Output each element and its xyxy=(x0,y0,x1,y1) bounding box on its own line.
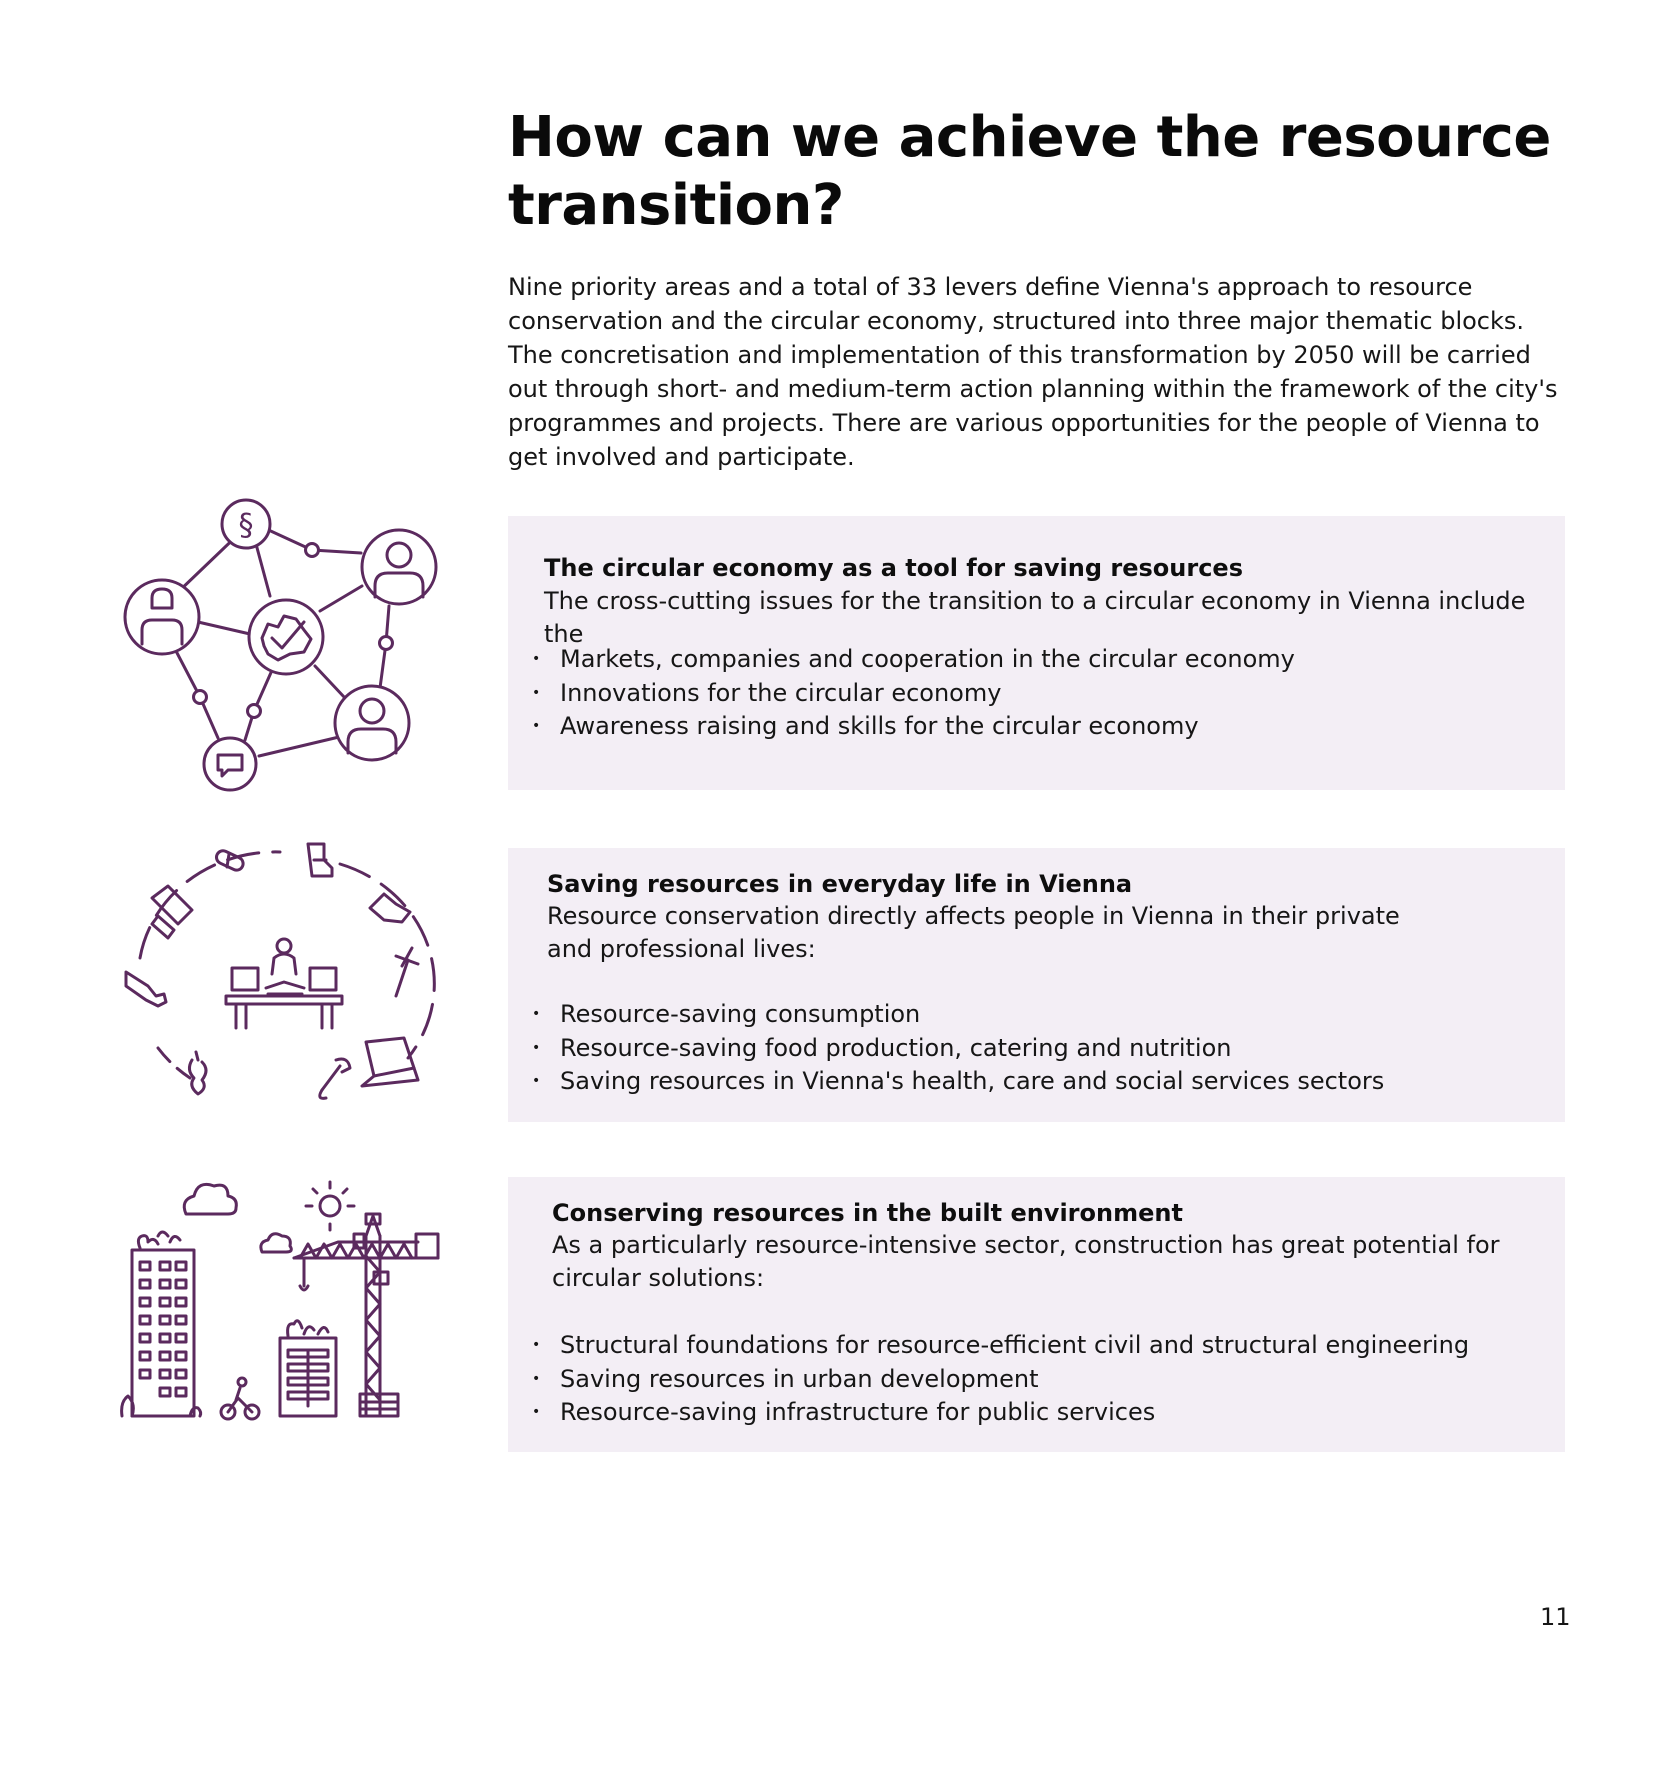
section-box-everyday-life xyxy=(508,848,1565,1122)
bullet: • xyxy=(532,1370,541,1387)
page-number: 11 xyxy=(1540,1603,1571,1631)
list-item: • Structural foundations for resource-efficient civil and structural engineering xyxy=(508,1329,1469,1363)
section-title: Conserving resources in the built environment xyxy=(552,1199,1183,1227)
bullet: • xyxy=(532,684,541,701)
page-title: How can we achieve the resource transition? xyxy=(508,105,1551,238)
section-list xyxy=(508,1329,1469,1430)
list-item: • Resource-saving food production, catering and nutrition xyxy=(508,1032,1384,1066)
list-item: • Awareness raising and skills for the circular economy xyxy=(508,710,1295,744)
list-item: • Resource-saving consumption xyxy=(508,998,1384,1032)
list-item: • Resource-saving infrastructure for public services xyxy=(508,1396,1469,1430)
intro-paragraph: Nine priority areas and a total of 33 levers define Vienna's approach to resource conservation and the circular economy, structured into three major thematic blocks. The concretisation and implementation of this transformation by 2050 will be carried out through short- and medium-term action planning within the framework of the city's programmes and projects. There are various opportunities for the people of Vienna to get involved and participate. xyxy=(508,273,1558,471)
bullet: • xyxy=(532,1006,541,1022)
bullet: • xyxy=(532,1337,541,1353)
bullet: • xyxy=(532,1039,541,1056)
bullet: • xyxy=(532,1073,541,1089)
section-text: The cross-cutting issues for the transition to a circular economy in Vienna include the xyxy=(544,587,1526,648)
section-list xyxy=(508,998,1384,1099)
bullet: • xyxy=(532,718,541,734)
building-windows xyxy=(140,1262,186,1396)
construction-icon xyxy=(118,1176,448,1426)
bullet: • xyxy=(532,651,541,667)
list-item: • Markets, companies and cooperation in the circular economy xyxy=(508,643,1295,677)
section-text: As a particularly resource-intensive sector, construction has great potential for circular solutions: xyxy=(552,1231,1500,1292)
section-box-circular-economy xyxy=(508,516,1565,790)
section-list xyxy=(508,643,1295,744)
section-title: The circular economy as a tool for saving resources xyxy=(544,554,1243,582)
paragraph-symbol: § xyxy=(238,508,254,543)
section-box-built-environment xyxy=(508,1177,1565,1452)
list-item: • Saving resources in urban development xyxy=(508,1363,1469,1397)
section-text: Resource conservation directly affects people in Vienna in their private and professional lives: xyxy=(547,902,1400,963)
list-item: • Saving resources in Vienna's health, care and social services sectors xyxy=(508,1065,1384,1099)
bullet: • xyxy=(532,1404,541,1420)
network-icon xyxy=(118,498,448,798)
section-title: Saving resources in everyday life in Vienna xyxy=(547,870,1133,898)
list-item: • Innovations for the circular economy xyxy=(508,677,1295,711)
everyday-life-icon xyxy=(118,838,438,1104)
